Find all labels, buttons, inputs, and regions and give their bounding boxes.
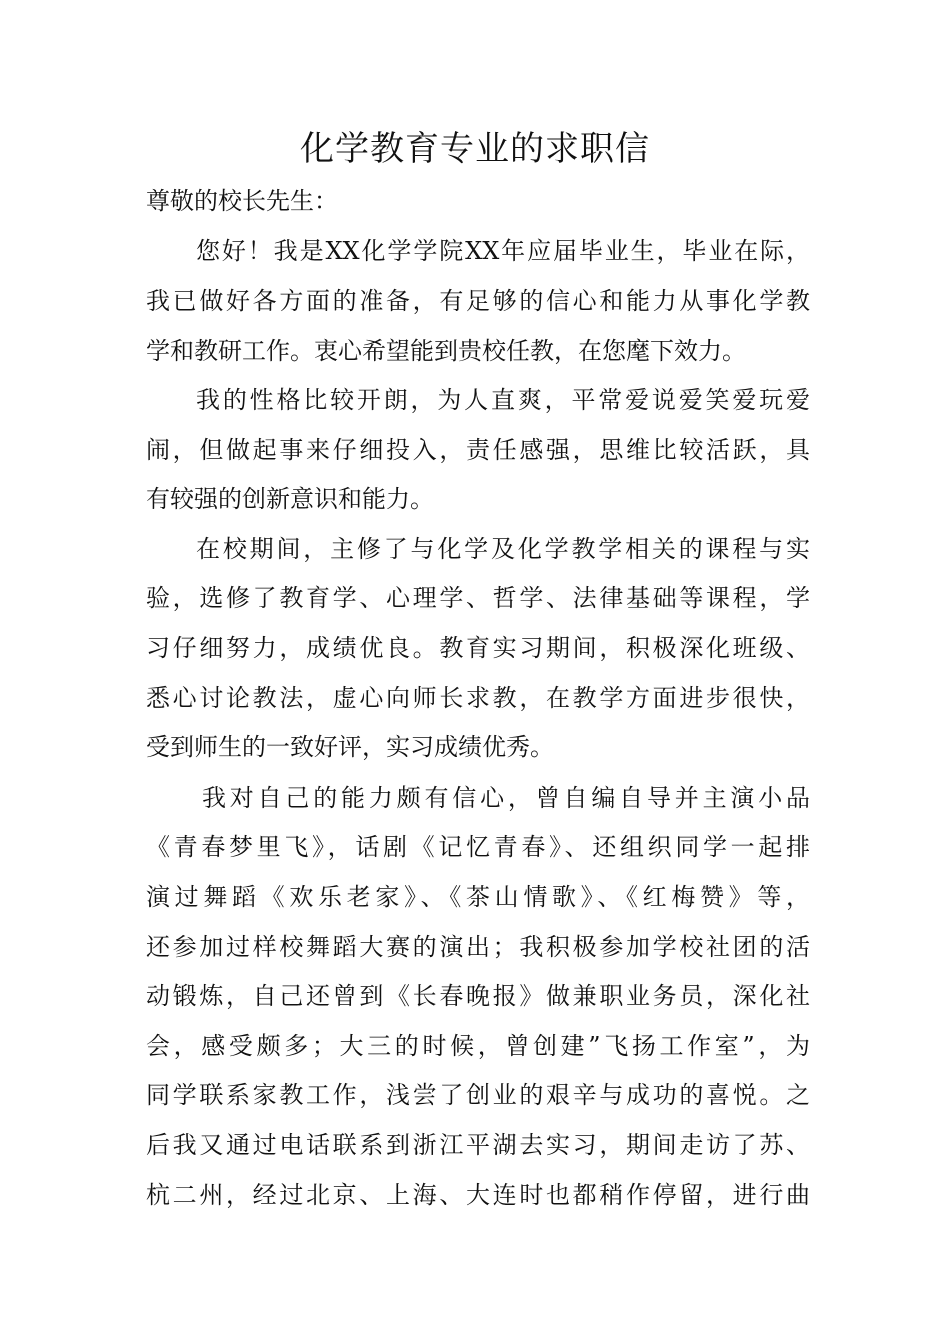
paragraph-line: 悉心讨论教法，虚心向师长求教，在教学方面进步很快， (146, 684, 810, 712)
paragraph-line: 学和教研工作。衷心希望能到贵校任教，在您麾下效力。 (146, 337, 746, 365)
paragraph-line: 我已做好各方面的准备，有足够的信心和能力从事化学教 (146, 287, 810, 315)
paragraph-line: 验，选修了教育学、心理学、哲学、法律基础等课程，学 (146, 584, 810, 612)
paragraph-line: 习仔细努力，成绩优良。教育实习期间，积极深化班级、 (146, 634, 810, 662)
paragraph-line: 您好！我是XX化学学院XX年应届毕业生，毕业在际， (196, 237, 810, 265)
paragraph-line: 会，感受颇多；大三的时候，曾创建”飞扬工作室”，为 (146, 1032, 810, 1060)
paragraph-line: 我的性格比较开朗，为人直爽，平常爱说爱笑爱玩爱 (196, 386, 810, 414)
paragraph-line: 《青春梦里飞》，话剧《记忆青春》、还组织同学一起排 (146, 833, 810, 861)
paragraph-line: 闹，但做起事来仔细投入，责任感强，思维比较活跃，具 (146, 436, 810, 464)
paragraph-line: 动锻炼，自己还曾到《长春晚报》做兼职业务员，深化社 (146, 982, 810, 1010)
paragraph-line: 有较强的创新意识和能力。 (146, 485, 434, 513)
paragraph-line: 后我又通过电话联系到浙江平湖去实习，期间走访了苏、 (146, 1131, 810, 1159)
paragraph-line: 在校期间，主修了与化学及化学教学相关的课程与实 (196, 535, 810, 563)
paragraph-line: 受到师生的一致好评，实习成绩优秀。 (146, 733, 554, 761)
paragraph-line: 我对自己的能力颇有信心，曾自编自导并主演小品 (202, 784, 810, 812)
page-title: 化学教育专业的求职信 (300, 129, 650, 169)
salutation: 尊敬的校长先生： (146, 187, 338, 215)
paragraph-line: 杭二州，经过北京、上海、大连时也都稍作停留，进行曲 (146, 1181, 810, 1209)
paragraph-line: 演过舞蹈《欢乐老家》、《茶山情歌》、《红梅赞》等， (146, 883, 810, 911)
paragraph-line: 同学联系家教工作，浅尝了创业的艰辛与成功的喜悦。之 (146, 1081, 810, 1109)
paragraph-line: 还参加过样校舞蹈大赛的演出；我积极参加学校社团的活 (146, 933, 810, 961)
